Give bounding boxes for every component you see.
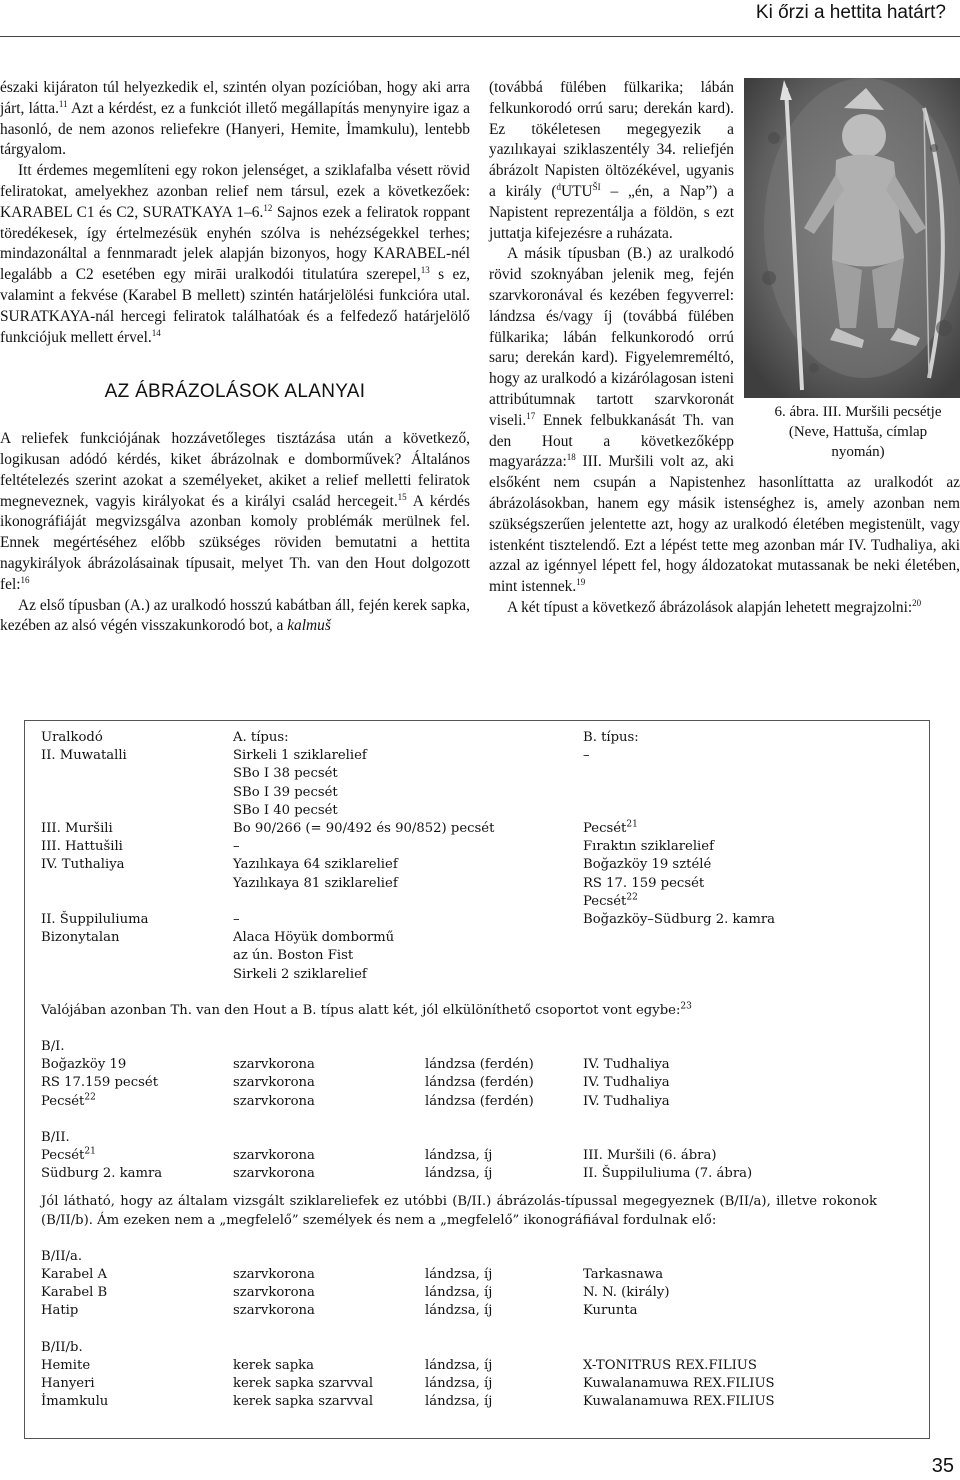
table-row: SBo I 38 pecsét [233,766,338,782]
right-column [489,78,960,619]
group-title-b-ii: B/II. [41,1129,70,1145]
table-row: Sirkeli 2 sziklarelief [233,966,367,982]
left-column [0,78,470,637]
table-row: IV. Tuthaliya Yazılıkaya 64 sziklarelief Boğazköy 19 sztélé [41,857,712,873]
list-item: Karabel B szarvkorona lándzsa, íj N. N. (király) [41,1285,670,1301]
running-header-title: Ki őrzi a hettita határt? [755,2,946,23]
table-note-1: Valójában azonban Th. van den Hout a B. típus alatt két, jól elkülöníthető csoportot vont egybe:$^{23}$ [41,1001,692,1018]
group-title-b-i: B/I. [41,1039,65,1055]
depiction-table [41,729,921,1412]
right-paragraph-2: A másik típusban (B.) az uralkodó rövid szoknyában jelenik meg, fején szarvkoronával és kezében fegyverrel: lándzsa és/vagy íj (továbbá fülében fülkarika; lábán felkunkorodó orrú saru; derekán kard). Figyelemreméltó, hogy az uralkodó a kizárólagosan isteni attribútumnak tartott szarvkoronát viseli.$^{17}$ Ennek felbukkanását Th. van den Hout a következőképp magyarázza:$^{18}$ III. Muršili volt az, aki elsőként nem csupán a Napistenhez hasonlíttatta az uralkodót az ábrázolásokban, hanem egy másik istenséghez is, amely azonban nem szükségszerűen jelentette azt, hogy az uralkodó életében megistenült, vagy istenként tisztelendő. Ezt a lépést tette meg azonban már IV. Tudhaliya, aki azzal az igénnyel lépett fel, hogy áldozatokat mutassanak be neki életében, mint istennek.$^{19}$ [489,245,960,596]
left-paragraph-4: Az első típusban (A.) az uralkodó hosszú kabátban áll, fején kerek sapka, kezében az alsó végén visszakunkorodó bot, a kalmuš [0,596,470,635]
table-row: az ún. Boston Fist [233,948,354,964]
right-paragraph-1: (továbbá fülében fülkarika; lábán felkunkorodó orrú saru; derekán kard). Ez tökéletesen megegyezik a yazılıkayai sziklaszentély 34. reliefjén ábrázolt Napisten öltözékével, ugyanis a király ($^dUTU^{ŠI}$ – „én, a Nap”) a Napistent reprezentálja a földön, s ezt juttatja kifejezésre a ruházata. [489,79,734,242]
list-item: RS 17.159 pecsét szarvkorona lándzsa (ferdén) IV. Tudhaliya [41,1075,670,1091]
list-item: Pecsét$^{22}$ szarvkorona lándzsa (ferdén) IV. Tudhaliya [41,1092,670,1109]
relief-seal-image [744,78,960,398]
list-item: Boğazköy 19 szarvkorona lándzsa (ferdén) IV. Tudhaliya [41,1057,670,1073]
group-title-b-ii-a: B/II/a. [41,1248,83,1264]
left-paragraph-2: Itt érdemes megemlíteni egy rokon jelenséget, a sziklafalba vésett rövid feliratokat, amelyekhez azonban relief nem társul, ezek a következőek: KARABEL C1 és C2, SURATKAYA 1–6.12 Sajnos ezek a feliratok roppant töredékesek, így értelmezésük enyhén szólva is nehézségekkel terhes; mindazonáltal a fennmaradt jelek alapján bizonyos, hogy KARABEL-nél legalább a C2 esetében egy mirāi uralkodói titulatúra szerepel,$^{13}$ s ez, valamint a fekvése (Karabel B mellett) szintén határjelölési funkcióra utal. SURATKAYA-nál hercegi feliratok találhatóak és a felfedező határjelölő funkciójuk mellett érvel.$^{14}$ [0,162,471,346]
list-item: İmamkulu kerek sapka szarvval lándzsa, íj Kuwalanamuwa REX.FILIUS [41,1394,775,1410]
figure-caption: 6. ábra. III. Muršili pecsétje (Neve, Hattuša, címlap nyomán) [774,404,942,460]
depiction-table-box [24,720,930,1439]
figure-6 [744,78,960,462]
group-title-b-ii-b: B/II/b. [41,1339,83,1355]
table-row: III. Muršili Bo 90/266 (= 90/492 és 90/852) pecsét Pecsét$^{21}$ [41,819,638,837]
list-item: Hemite kerek sapka lándzsa, íj X-TONITRUS REX.FILIUS [41,1357,757,1373]
left-paragraph-1: északi kijáraton túl helyezkedik el, szintén olyan pozícióban, hogy aki arra járt, látta.$^{11}$ Azt a kérdést, ez a funkciót illető megállapítás menynyire igaz a hasonló, de nem azonos reliefekre (Hanyeri, Hemite, İmamkulu), lentebb tárgyalom. [0,79,470,159]
table-row: II. Šuppiluliuma – Boğazköy–Südburg 2. kamra [41,912,775,928]
column-header-type-a: A. típus: [233,730,289,745]
column-header-ruler: Uralkodó [41,730,103,745]
table-row: SBo I 40 pecsét [233,802,338,818]
table-header-row [41,729,921,747]
table-row: SBo I 39 pecsét [233,784,338,800]
column-header-type-b: B. típus: [583,730,639,745]
table-row: II. Muwatalli Sirkeli 1 sziklarelief – [41,748,590,764]
right-paragraph-3: A két típust a következő ábrázolások alapján lehetett megrajzolni:$^{20}$ [507,597,922,616]
table-row: Bizonytalan Alaca Höyük dombormű [41,930,395,946]
table-row: Yazılıkaya 81 sziklarelief RS 17. 159 pecsét [233,875,705,891]
list-item: Hatip szarvkorona lándzsa, íj Kurunta [41,1303,638,1319]
list-item: Hanyeri kerek sapka szarvval lándzsa, íj Kuwalanamuwa REX.FILIUS [41,1376,775,1392]
list-item: Südburg 2. kamra szarvkorona lándzsa, íj II. Šuppiluliuma (7. ábra) [41,1166,753,1182]
left-paragraph-3: A reliefek funkciójának hozzávetőleges tisztázása után a következő, logikusan adódó kérdés, kiket ábrázolnak e domborművek? Általános feltételezés szerint azokat a személyeket, akiket a relief melletti feliratok megneveznek, vagyis királyokat és a királyi család hercegeit.$^{15}$ A kérdés ikonográfiáját megvizsgálva azonban komoly problémák merülnek fel. Ennek megértéséhez előbb szükséges röviden bemutatni a hettita nagykirályok ábrázolásainak típusait, melyet Th. van den Hout dolgozott fel:$^{16}$ [0,430,471,593]
list-item: Karabel A szarvkorona lándzsa, íj Tarkasnawa [41,1267,664,1283]
header-rule [0,36,960,37]
table-row: Pecsét$^{22}$ [583,892,638,909]
table-row: III. Hattušili – Fıraktın sziklarelief [41,839,714,855]
list-item: Pecsét$^{21}$ szarvkorona lándzsa, íj III. Muršili (6. ábra) [41,1146,717,1164]
page-number: 35 [931,1455,954,1477]
table-note-2: Jól látható, hogy az általam vizsgált sziklareliefek ez utóbbi (B/II.) ábrázolás-típussal megegyeznek (B/II/a), illetve rokonok (B/II/b). Ám ezeken nem a „megfelelő” személyek és nem a „megfelelő” ikonográfiával fordulnak elő: [41,1194,877,1228]
section-heading: AZ ÁBRÁZOLÁSOK ALANYAI [104,381,366,403]
